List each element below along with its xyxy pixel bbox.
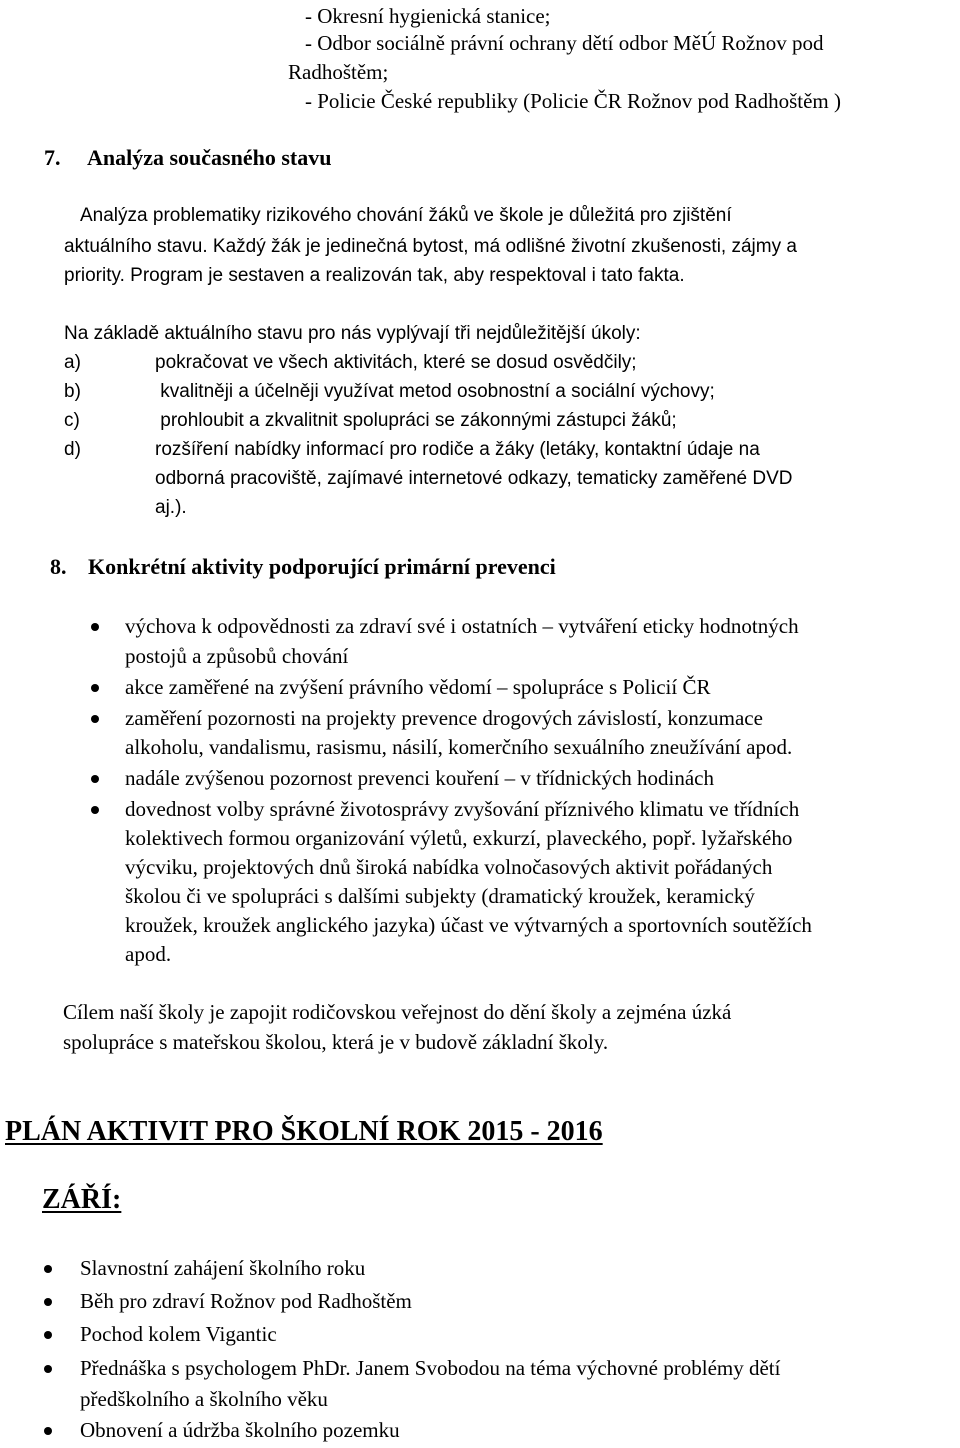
task-text: rozšíření nabídky informací pro rodiče a žáky (letáky, kontaktní údaje na bbox=[155, 439, 760, 460]
top-list-item: - Okresní hygienická stanice; bbox=[305, 4, 551, 28]
section-7-title: Analýza současného stavu bbox=[87, 145, 332, 170]
bullet-icon bbox=[44, 1427, 52, 1435]
plan-item: Přednáška s psychologem PhDr. Janem Svobodou na téma výchovné problémy dětí bbox=[80, 1356, 781, 1380]
bullet-text: dovednost volby správné životosprávy zvyšování příznivého klimatu ve třídních bbox=[125, 797, 800, 821]
bullet-text: výcviku, projektových dnů široká nabídka volnočasových aktivit pořádaných bbox=[125, 855, 773, 879]
top-list-item: Radhoštěm; bbox=[288, 60, 389, 84]
bullet-text: kolektivech formou organizování výletů, exkurzí, plaveckého, popř. lyžařského bbox=[125, 826, 793, 850]
bullet-text: nadále zvýšenou pozornost prevenci kouření – v třídnických hodinách bbox=[125, 766, 714, 790]
goal-line: spolupráce s mateřskou školou, která je v budově základní školy. bbox=[63, 1030, 609, 1054]
task-label: d) bbox=[64, 439, 81, 460]
month-title: ZÁŘÍ: bbox=[42, 1184, 122, 1215]
bullet-text: alkoholu, vandalismu, rasismu, násilí, komerčního sexuálního zneužívání apod. bbox=[125, 735, 793, 759]
task-text: pokračovat ve všech aktivitách, které se dosud osvědčily; bbox=[155, 352, 637, 373]
tasks-intro: Na základě aktuálního stavu pro nás vyplývají tři nejdůležitější úkoly: bbox=[64, 323, 641, 344]
bullet-text: apod. bbox=[125, 942, 172, 966]
top-list-item: - Odbor sociálně právní ochrany dětí odbor MěÚ Rožnov pod bbox=[305, 31, 824, 55]
bullet-icon bbox=[91, 684, 99, 692]
task-text: prohloubit a zkvalitnit spolupráci se zákonnými zástupci žáků; bbox=[155, 410, 677, 431]
bullet-text: zaměření pozornosti na projekty prevence drogových závislostí, konzumace bbox=[125, 706, 763, 730]
bullet-text: postojů a způsobů chování bbox=[125, 644, 349, 668]
task-label: c) bbox=[64, 410, 80, 431]
task-label: b) bbox=[64, 381, 81, 402]
section-8-title: Konkrétní aktivity podporující primární prevenci bbox=[88, 554, 556, 579]
plan-item: Slavnostní zahájení školního roku bbox=[80, 1256, 366, 1280]
bullet-icon bbox=[91, 775, 99, 783]
task-text: kvalitněji a účelněji využívat metod osobnostní a sociální výchovy; bbox=[155, 381, 715, 402]
bullet-icon bbox=[91, 623, 99, 631]
plan-item: Běh pro zdraví Rožnov pod Radhoštěm bbox=[80, 1289, 412, 1313]
bullet-icon bbox=[44, 1365, 52, 1373]
paragraph-line: aktuálního stavu. Každý žák je jedinečná bytost, má odlišné životní zkušenosti, zájmy a bbox=[64, 236, 797, 257]
top-list-item: - Policie České republiky (Policie ČR Rožnov pod Radhoštěm ) bbox=[305, 89, 842, 113]
paragraph-line: priority. Program je sestaven a realizován tak, aby respektoval i tato fakta. bbox=[64, 265, 685, 286]
bullet-icon bbox=[44, 1298, 52, 1306]
paragraph-line: Analýza problematiky rizikového chování žáků ve škole je důležitá pro zjištění bbox=[80, 205, 732, 226]
bullet-text: akce zaměřené na zvýšení právního vědomí – spolupráce s Policií ČR bbox=[125, 675, 711, 699]
plan-title: PLÁN AKTIVIT PRO ŠKOLNÍ ROK 2015 - 2016 bbox=[5, 1116, 603, 1147]
task-label: a) bbox=[64, 352, 81, 373]
plan-item: Obnovení a údržba školního pozemku bbox=[80, 1418, 400, 1442]
bullet-icon bbox=[91, 715, 99, 723]
plan-item: Pochod kolem Vigantic bbox=[80, 1322, 277, 1346]
bullet-text: kroužek, kroužek anglického jazyka) účast ve výtvarných a sportovních soutěžích bbox=[125, 913, 812, 937]
bullet-icon bbox=[44, 1331, 52, 1339]
bullet-icon bbox=[44, 1265, 52, 1273]
bullet-icon bbox=[91, 806, 99, 814]
task-text: aj.). bbox=[155, 497, 187, 518]
section-8-number: 8. bbox=[50, 554, 67, 579]
bullet-text: výchova k odpovědnosti za zdraví své i ostatních – vytváření eticky hodnotných bbox=[125, 614, 799, 638]
task-text: odborná pracoviště, zajímavé internetové odkazy, tematicky zaměřené DVD bbox=[155, 468, 793, 489]
bullet-text: školou či ve spolupráci s dalšími subjekty (dramatický kroužek, keramický bbox=[125, 884, 755, 908]
section-7-number: 7. bbox=[44, 145, 61, 170]
plan-item: předškolního a školního věku bbox=[80, 1387, 328, 1411]
goal-line: Cílem naší školy je zapojit rodičovskou veřejnost do dění školy a zejména úzká bbox=[63, 1000, 732, 1024]
